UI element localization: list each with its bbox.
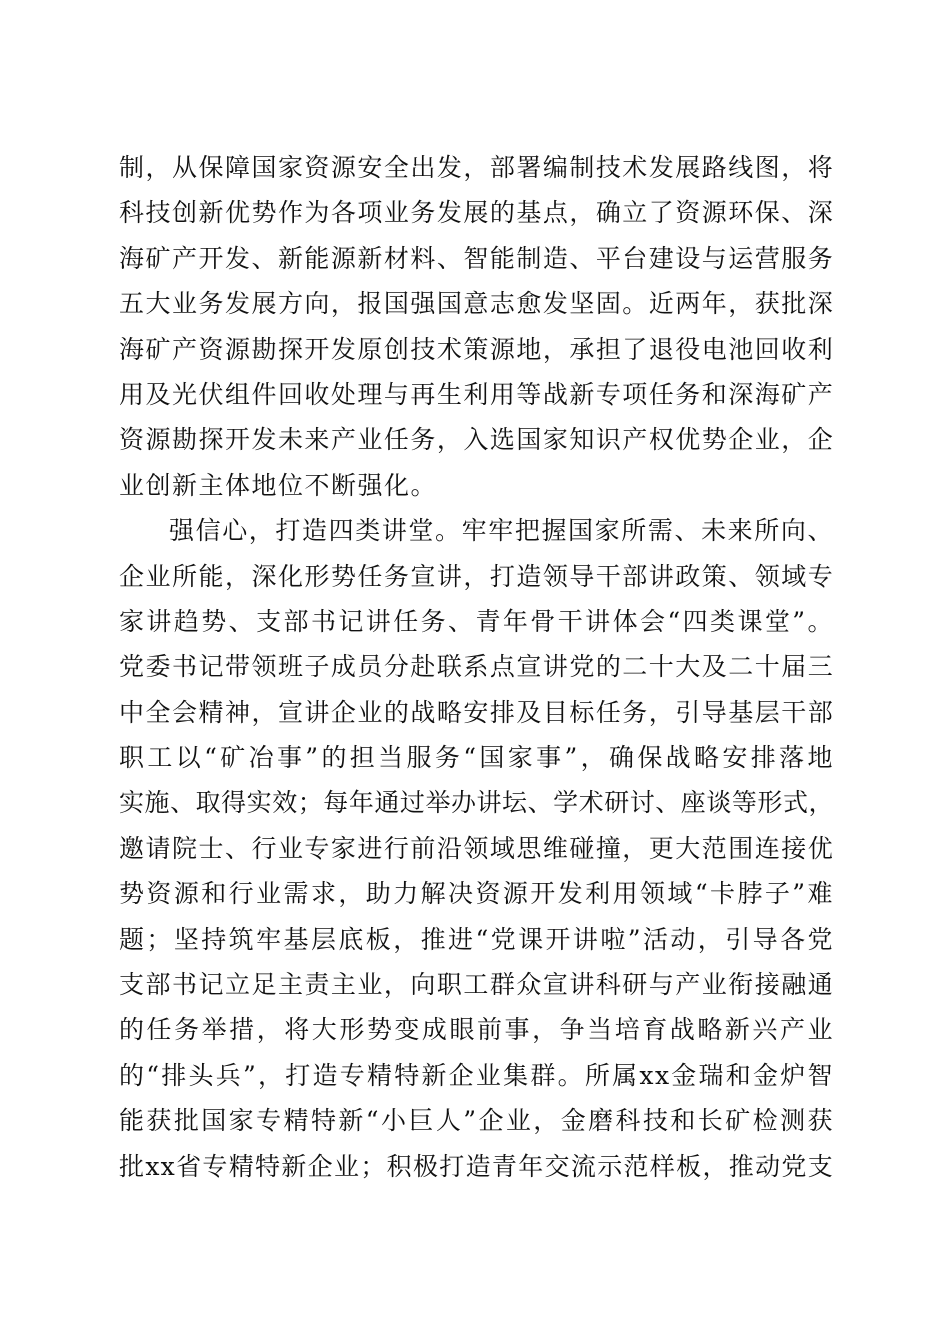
text-line: 五大业务发展方向，报国强国意志愈发坚固。近两年，获批深 [119,289,834,319]
text-line: 支部书记立足主责主业，向职工群众宣讲科研与产业衔接融通 [119,970,834,1000]
paragraph [119,508,834,1189]
text-line: 邀请院士、行业专家进行前沿领域思维碰撞，更大范围连接优 [119,833,834,863]
text-line: 科技创新优势作为各项业务发展的基点，确立了资源环保、深 [119,198,834,228]
text-line: 能获批国家专精特新“小巨人”企业，金磨科技和长矿检测获 [119,1106,834,1136]
text-line: 海矿产开发、新能源新材料、智能制造、平台建设与运营服务 [119,243,834,273]
text-line: 制，从保障国家资源安全出发，部署编制技术发展路线图，将 [119,153,834,182]
text-line: 用及光伏组件回收处理与再生利用等战新专项任务和深海矿产 [119,379,834,409]
text-line: 中全会精神，宣讲企业的战略安排及目标任务，引导基层干部 [119,697,834,727]
paragraph [119,145,834,508]
text-line: 题；坚持筑牢基层底板，推进“党课开讲啦”活动，引导各党 [119,924,834,954]
document-body [119,145,834,1189]
text-line: 企业所能，深化形势任务宣讲，打造领导干部讲政策、领域专 [119,561,834,591]
text-line: 的“排头兵”，打造专精特新企业集群。所属xx金瑞和金炉智 [119,1060,834,1090]
text-line: 批xx省专精特新企业；积极打造青年交流示范样板，推动党支 [119,1151,834,1181]
text-line: 业创新主体地位不断强化。 [119,470,438,500]
text-line: 强信心，打造四类讲堂。牢牢把握国家所需、未来所向、 [169,516,834,546]
text-line: 职工以“矿冶事”的担当服务“国家事”，确保战略安排落地 [119,743,834,773]
text-line: 势资源和行业需求，助力解决资源开发利用领域“卡脖子”难 [119,879,834,909]
text-line: 党委书记带领班子成员分赴联系点宣讲党的二十大及二十届三 [119,652,834,682]
text-line: 资源勘探开发未来产业任务，入选国家知识产权优势企业，企 [119,425,834,455]
text-line: 家讲趋势、支部书记讲任务、青年骨干讲体会“四类课堂”。 [119,606,834,636]
text-line: 海矿产资源勘探开发原创技术策源地，承担了退役电池回收利 [119,334,834,364]
text-line: 实施、取得实效；每年通过举办讲坛、学术研讨、座谈等形式， [119,788,834,818]
text-line: 的任务举措，将大形势变成眼前事，争当培育战略新兴产业 [119,1015,834,1045]
